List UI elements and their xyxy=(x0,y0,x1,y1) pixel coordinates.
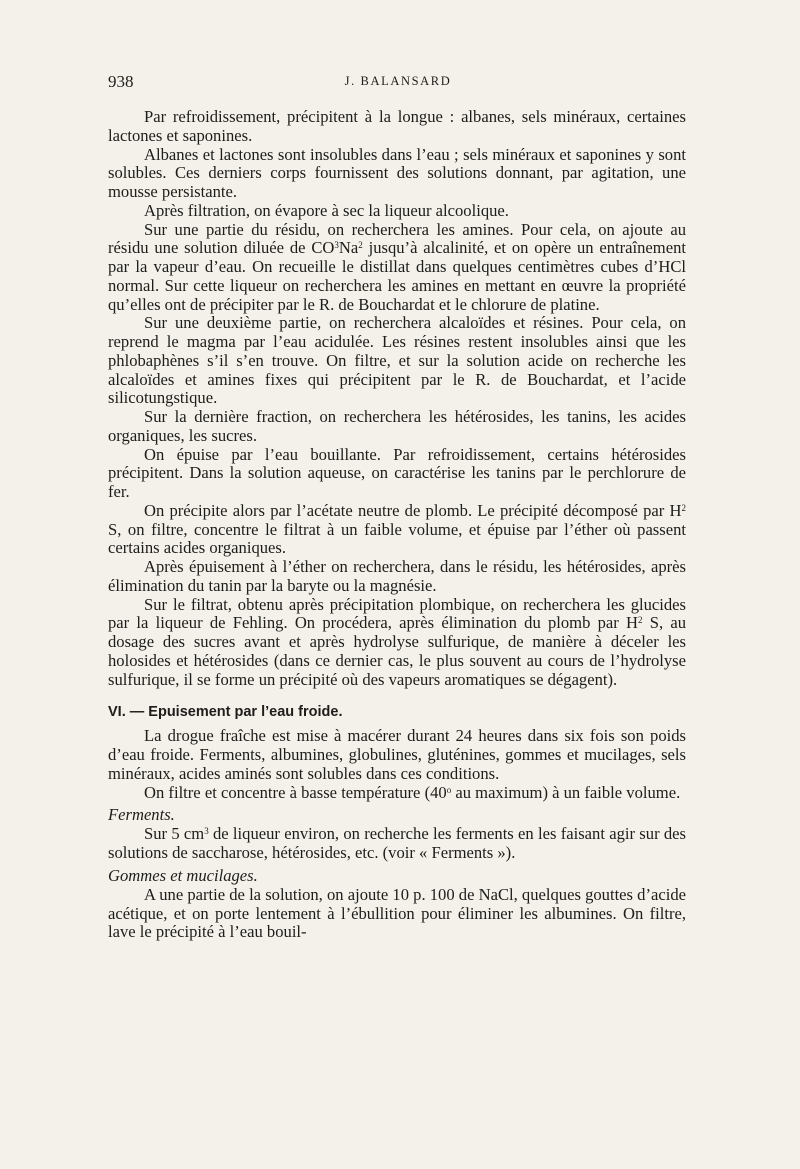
page-body xyxy=(108,108,686,942)
paragraph: A une partie de la solution, on ajoute 10 p. 100 de NaCl, quelques gouttes d’acide acétique, et on porte lentement à l’ébullition pour éliminer les albumines. On filtre, lave le précipité à l’eau bouil- xyxy=(108,884,686,942)
paragraph: Après filtration, on évapore à sec la liqueur alcoolique. xyxy=(144,200,509,220)
paragraph: Albanes et lactones sont insolubles dans l’eau ; sels minéraux et saponines y sont solubles. Ces derniers corps fournissent des solutions donnant, par agitation, une mousse persistante. xyxy=(108,144,686,201)
paragraph: On filtre et concentre à basse température (40$^o$ au maximum) à un faible volume. xyxy=(144,782,681,802)
paragraph: On précipite alors par l’acétate neutre de plomb. Le précipité décomposé par $H^2$ S, on filtre, concentre le filtrat à un faible volume, et épuise par l’éther où passent certains acides organiques. xyxy=(108,500,686,558)
paragraph: La drogue fraîche est mise à macérer durant 24 heures dans six fois son poids d’eau froide. Ferments, albumines, globulines, gluténines, gommes et mucilages, sels minéraux, acides aminés sont solubles dans ces conditions. xyxy=(108,726,686,783)
paragraph: Sur 5 $cm^3$ de liqueur environ, on recherche les ferments en les faisant agir sur des solutions de saccharose, hétérosides, etc. (voir « Ferments »). xyxy=(108,824,686,862)
paragraph: Sur une partie du résidu, on recherchera les amines. Pour cela, on ajoute au résidu une solution diluée de $CO^3Na^2$ jusqu’à alcalinité, et on opère un entraînement par la vapeur d’eau. On recueille le distillat dans quelques centimètres cubes d’HCl normal. Sur cette liqueur on recherchera les amines en mettant en œuvre la propriété qu’elles ont de précipiter par le R. de Bouchardat et le chlorure de platine. xyxy=(108,219,686,314)
paragraph: Après épuisement à l’éther on recherchera, dans le résidu, les hétérosides, après élimination du tanin par la baryte ou la magnésie. xyxy=(108,557,686,595)
paragraph: On épuise par l’eau bouillante. Par refroidissement, certains hétérosides précipitent. Dans la solution aqueuse, on caractérise les tanins par le perchlorure de fer. xyxy=(108,444,686,501)
paragraph: Sur la dernière fraction, on recherchera les hétérosides, les tanins, les acides organiques, les sucres. xyxy=(108,407,686,445)
paragraph: Sur une deuxième partie, on recherchera alcaloïdes et résines. Pour cela, on reprend le magma par l’eau acidulée. Les résines restent insolubles ainsi que les phlobaphènes s’il s’en trouve. On filtre, et sur la solution acide on recherche les alcaloïdes et amines fixes qui précipitent par le R. de Bouchardat, et l’acide silicotungstique. xyxy=(108,313,686,408)
running-head: J. BALANSARD xyxy=(344,74,452,88)
paragraph: Sur le filtrat, obtenu après précipitation plombique, on recherchera les glucides par la liqueur de Fehling. On procédera, après élimination du plomb par $H^2$ S, au dosage des sucres avant et après hydrolyse sulfurique, de manière à déceler les holosides et hétérosides (dans ce dernier cas, le plus souvent au cours de l’hydrolyse sulfurique, il se forme un précipité où des vapeurs aromatiques se dégagent). xyxy=(108,594,686,689)
page-number: 938 xyxy=(108,72,134,91)
paragraph: Par refroidissement, précipitent à la longue : albanes, sels minéraux, certaines lactones et saponines. xyxy=(108,107,686,145)
page-header xyxy=(108,72,688,96)
subheading-gommes: Gommes et mucilages. xyxy=(108,865,258,885)
section-title: VI. — Epuisement par l’eau froide. xyxy=(108,704,343,721)
subheading-ferments: Ferments. xyxy=(108,805,175,825)
